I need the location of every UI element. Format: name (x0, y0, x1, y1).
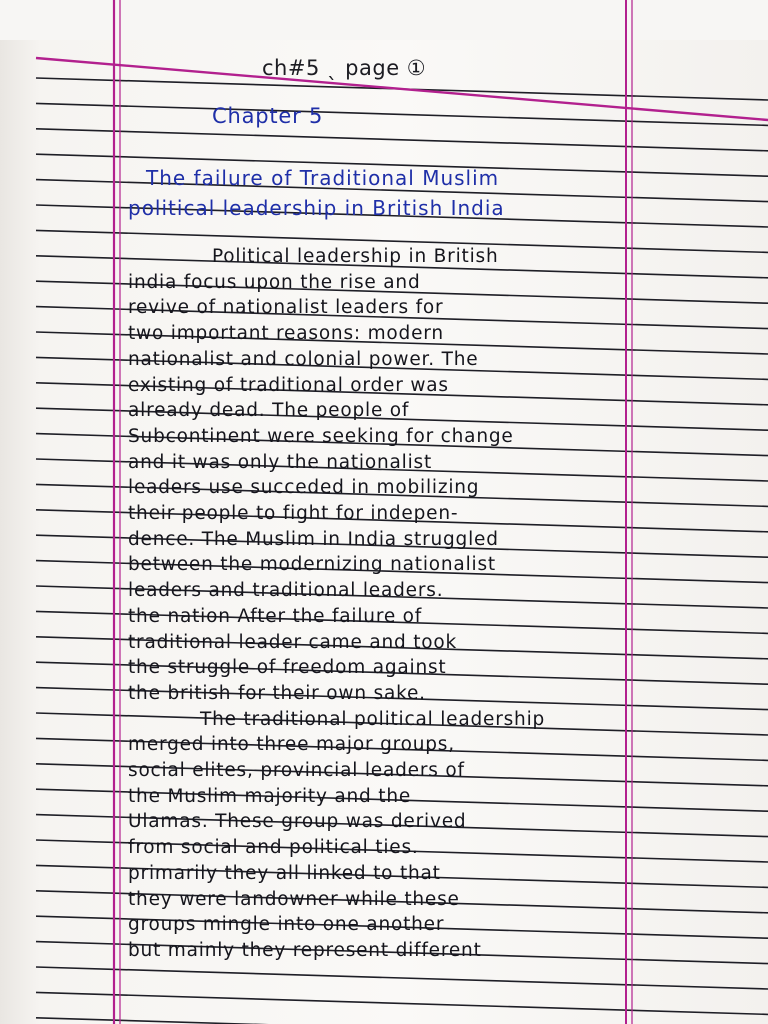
body-line: dence. The Muslim in India struggled (128, 528, 499, 550)
rule-line (36, 967, 768, 989)
body-line: the nation After the failure of (128, 605, 423, 627)
body-line: already dead. The people of (128, 400, 410, 422)
body-line: merged into three major groups, (128, 734, 455, 756)
body-line: Subcontinent were seeking for change (128, 425, 514, 447)
body-line: traditional leader came and took (128, 631, 458, 653)
chapter-heading: Chapter 5 (212, 104, 324, 128)
body-line: the Muslim majority and the (128, 785, 412, 807)
body-line: two important reasons: modern (128, 323, 444, 345)
body-line: leaders use succeded in mobilizing (128, 477, 480, 499)
body-line: their people to fight for indepen- (128, 503, 459, 524)
body-line: the struggle of freedom against (128, 657, 447, 679)
body-line: The traditional political leadership (200, 708, 546, 730)
body-line: between the modernizing nationalist (128, 554, 496, 576)
rule-line (36, 1018, 768, 1024)
body-line: they were landowner while these (128, 888, 460, 910)
rule-line (36, 992, 768, 1014)
page-number-note: ch#5 ˎ page ① (262, 56, 427, 80)
body-line: from social and political ties. (128, 837, 419, 859)
title-line-2: political leadership in British India (128, 196, 505, 220)
rule-line (36, 129, 768, 151)
body-line: india focus upon the rise and (128, 271, 421, 293)
body-line: existing of traditional order was (128, 374, 449, 396)
body-line: revive of nationalist leaders for (128, 297, 444, 319)
body-line: Political leadership in British (212, 246, 499, 267)
body-line: social elites, provincial leaders of (128, 760, 465, 781)
body-line: and it was only the nationalist (128, 451, 433, 473)
title-line-1: The failure of Traditional Muslim (146, 166, 500, 190)
body-line: nationalist and colonial power. The (128, 348, 479, 370)
rule-line (36, 103, 768, 125)
body-line: primarily they all linked to that (128, 862, 441, 884)
body-line: groups mingle into one another (128, 914, 445, 936)
body-line: leaders and traditional leaders. (128, 580, 444, 602)
body-line: the british for their own sake. (128, 682, 426, 704)
body-line: but mainly they represent different (128, 939, 482, 961)
body-line: Ulamas. These group was derived (128, 811, 467, 833)
